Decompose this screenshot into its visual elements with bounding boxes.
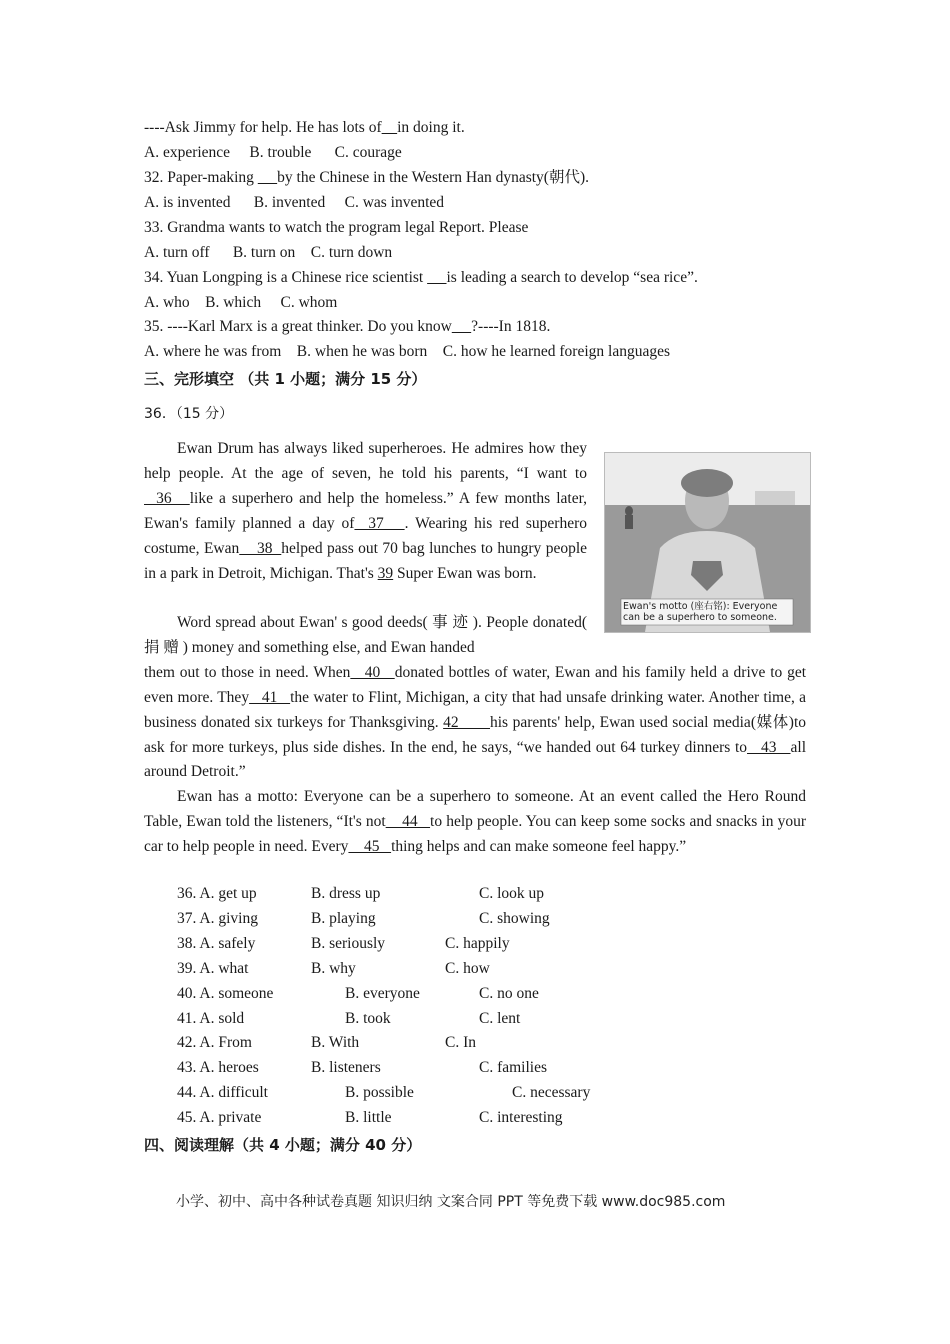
option-37-b: B. playing [311,910,376,927]
q31-stem: ----Ask Jimmy for help. He has lots of in doing it. [144,119,465,136]
option-42-b: B. With [311,1034,360,1051]
q35-options: A. where he was from B. when he was born C. how he learned foreign languages [144,343,670,360]
option-39-c: C. how [445,960,490,977]
option-39-b: B. why [311,960,356,977]
option-38-b: B. seriously [311,935,386,952]
option-45-b: B. little [345,1109,392,1126]
option-44-b: B. possible [345,1084,414,1101]
option-40-a: 40. A. someone [177,985,274,1002]
option-36-a: 36. A. get up [177,885,257,902]
blank-37: 37 [354,514,405,532]
page-footer: 小学、初中、高中各种试卷真题 知识归纳 文案合同 PPT 等免费下载 www.doc985.com [176,1194,726,1210]
option-41-b: B. took [345,1010,391,1027]
blank-40: 40 [350,663,395,681]
option-40-c: C. no one [479,985,539,1002]
blank-38: 38 [239,539,282,557]
blank-41: 41 [249,688,291,706]
option-39-a: 39. A. what [177,960,249,977]
blank-42: 42 [443,713,490,731]
q31-options: A. experience B. trouble C. courage [144,144,402,161]
option-38-a: 38. A. safely [177,935,256,952]
blank-44: 44 [385,812,431,830]
passage-paragraph-2: Word spread about Ewan' s good deeds( 事 迹 ). People donated( 捐 赠 ) money and something else, and Ewan handed them out to those in need. When 40 donated bottles of water, Ewan and his family held a drive to get even more. They 41 the water to Flint, Michigan, a city that had unsafe drinking water. Another time, a business donated six turkeys for Thanksgiving. 42 his parents' help, Ewan used social media(媒体)to ask for more turkeys, plus side dishes. In the end, he says, “we handed out 64 turkey dinners to 43 all around Detroit.” [144,614,807,781]
option-38-c: C. happily [445,935,510,952]
option-40-b: B. everyone [345,985,420,1002]
passage-paragraph-1: Ewan Drum has always liked superheroes. He admires how they help people. At the age of seven, he told his parents, “I want to 36 like a superhero and help the homeless.” A few months later, Ewan's family planned a day of 37 . Wearing his red superhero costume, Ewan 38 helped pass out 70 bag lunches to hungry people in a park in Detroit, Michigan. That's 39 Super Ewan was born. [144,440,588,582]
blank-43: 43 [747,738,791,756]
q34-stem: 34. Yuan Longping is a Chinese rice scientist is leading a search to develop “sea rice”. [144,269,698,286]
photo-caption: Ewan's motto (座右铭): Everyone can be a superhero to someone. [623,601,778,623]
question-36-score: 36．（15 分） [144,406,234,422]
q32-stem: 32. Paper-making by the Chinese in the Western Han dynasty(朝代). [144,169,589,186]
passage-paragraph-3: Ewan has a motto: Everyone can be a superhero to someone. At an event called the Hero Round Table, Ewan told the listeners, “It's not 44 to help people. You can keep some socks and snacks in your car to help people in need. Every 45 thing helps and can make someone feel happy.” [144,788,807,855]
option-41-c: C. lent [479,1010,521,1027]
section-4-heading: 四、阅读理解（共 4 小题；满分 40 分） [144,1136,422,1154]
option-45-a: 45. A. private [177,1109,262,1126]
option-36-b: B. dress up [311,885,381,902]
option-44-c: C. necessary [512,1084,591,1101]
option-37-c: C. showing [479,910,550,927]
ewan-photo [604,452,811,633]
option-37-a: 37. A. giving [177,910,258,927]
q33-options: A. turn off B. turn on C. turn down [144,244,393,261]
option-42-c: C. In [445,1034,476,1051]
option-36-c: C. look up [479,885,545,902]
section-3-heading: 三、完形填空 （共 1 小题；满分 15 分） [144,370,427,388]
option-45-c: C. interesting [479,1109,563,1126]
option-41-a: 41. A. sold [177,1010,245,1027]
option-43-c: C. families [479,1059,548,1076]
q33-stem: 33. Grandma wants to watch the program legal Report. Please [144,219,529,236]
option-44-a: 44. A. difficult [177,1084,268,1101]
option-43-a: 43. A. heroes [177,1059,259,1076]
blank-39: 39 [377,564,394,582]
q34-options: A. who B. which C. whom [144,294,338,311]
q35-stem: 35. ----Karl Marx is a great thinker. Do you know ?----In 1818. [144,318,551,335]
q32-options: A. is invented B. invented C. was invented [144,194,445,211]
blank-36: 36 [144,489,190,507]
option-42-a: 42. A. From [177,1034,252,1051]
blank-45: 45 [348,837,392,855]
option-43-b: B. listeners [311,1059,381,1076]
